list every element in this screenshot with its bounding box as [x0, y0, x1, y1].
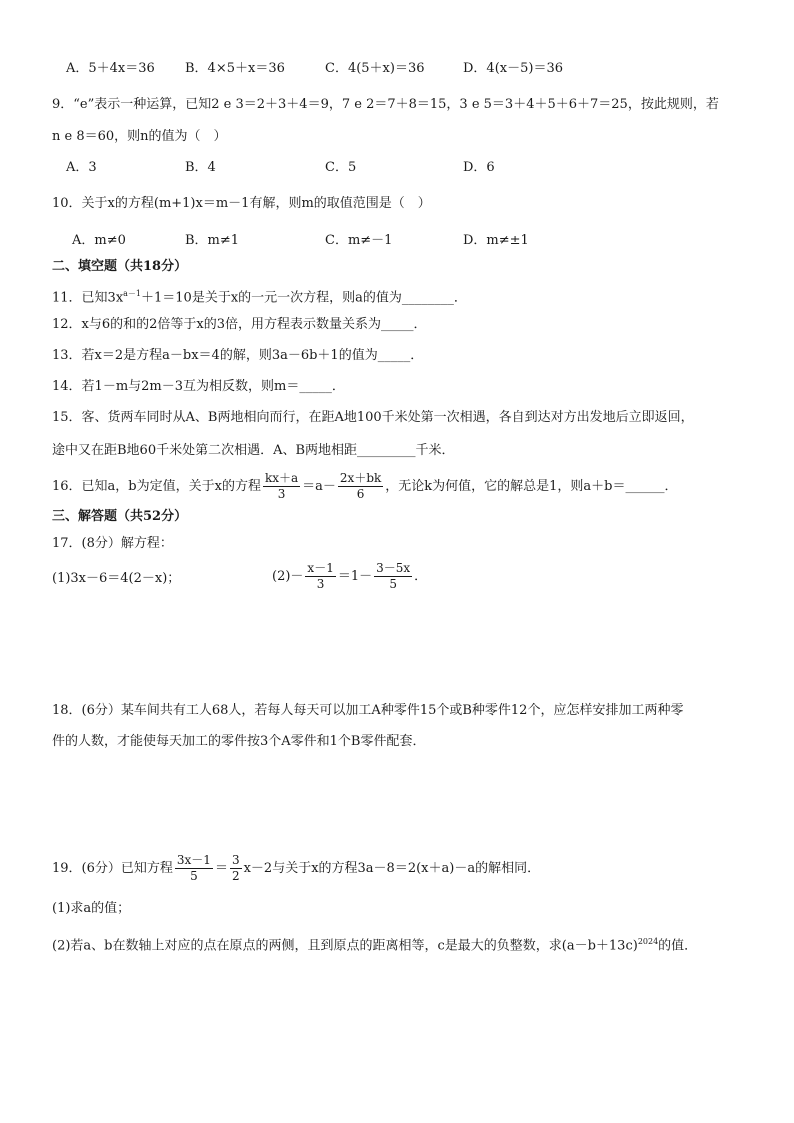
q16-fraction-2-denominator: 6 [356, 487, 365, 501]
q16-fraction-1-denominator: 3 [277, 487, 286, 501]
q10-option-b: B．m≠1 [185, 233, 240, 248]
q18-line1: 18．(6分）某车间共有工人68人，若每人每天可以加工A种零件15个或B种零件12个，应怎样安排加工两种零 [52, 703, 684, 718]
q9-option-b: B．4 [185, 160, 216, 175]
q17-part2-post: ． [414, 569, 428, 584]
q16-fraction-1-numerator: kx＋a [264, 471, 299, 485]
q19-part1: (1)求a的值； [52, 901, 131, 916]
q9-stem-line1: 9．“e”表示一种运算，已知2 e 3＝2＋3＋4＝9，7 e 2＝7＋8＝15，3 e 5＝3＋4＋5＋6＋7＝25，按此规则，若 [52, 97, 719, 112]
q16 [52, 470, 678, 504]
q19-stem [52, 852, 540, 886]
q11-exponent: a－1 [123, 289, 142, 298]
q11 [52, 285, 467, 307]
q19-part2 [52, 933, 697, 955]
section-answer-heading: 三、解答题（共52分） [52, 509, 188, 524]
q16-text-mid: ＝a－ [302, 479, 336, 494]
q16-fraction-2 [338, 471, 383, 502]
q17-part2-pre: (2)－ [272, 569, 304, 584]
q15-line1: 15．客、货两车同时从A、B两地相向而行，在距A地100千米处第一次相遇，各自到达对方出发地后立即返回， [52, 410, 694, 425]
q19-text-post: x－2与关于x的方程3a－8＝2(x＋a)－a的解相同． [243, 861, 541, 876]
q9-option-c: C．5 [325, 160, 357, 175]
q16-text-pre: 16．已知a，b为定值，关于x的方程 [52, 479, 261, 494]
q16-fraction-2-numerator: 2x＋bk [339, 471, 382, 485]
q16-fraction-1 [263, 471, 300, 502]
q8-option-c: C．4(5＋x)＝36 [325, 61, 425, 76]
q10-option-d: D．m≠±1 [463, 233, 529, 248]
q19-fraction-1-denominator: 5 [190, 869, 198, 883]
q19-fraction-1 [175, 853, 213, 884]
q17-fraction-1-denominator: 3 [316, 577, 325, 591]
q17-fraction-2 [374, 561, 412, 592]
q9-stem-line2: n e 8＝60，则n的值为（ ） [52, 129, 227, 144]
q17-fraction-1-numerator: x－1 [307, 561, 334, 575]
q19-fraction-2-denominator: 2 [231, 869, 240, 883]
q18-line2: 件的人数，才能使每天加工的零件按3个A零件和1个B零件配套． [52, 734, 426, 749]
q8-option-d: D．4(x－5)＝36 [463, 61, 563, 76]
q13: 13．若x＝2是方程a－bx＝4的解，则3a－6b＋1的值为_____． [52, 348, 424, 363]
section-fill-in-heading: 二、填空题（共18分） [52, 259, 188, 274]
q19-text-eq: ＝ [214, 861, 228, 876]
q19-text-pre: 19．(6分）已知方程 [52, 861, 173, 876]
q11-text-post: ＋1＝10是关于x的一元一次方程，则a的值为________． [141, 290, 467, 306]
q10-stem: 10．关于x的方程(m+1)x＝m－1有解，则m的取值范围是（ ） [52, 196, 431, 211]
q17-stem: 17．(8分）解方程： [52, 536, 173, 551]
q11-text-pre: 11．已知3x [52, 290, 124, 306]
q16-text-post: ，无论k为何值，它的解总是1，则a＋b＝______． [385, 479, 678, 494]
q12: 12．x与6的和的2倍等于x的3倍，用方程表示数量关系为_____． [52, 317, 427, 332]
q19-part2-pre: (2)若a、b在数轴上对应的点在原点的两侧，且到原点的距离相等，c是最大的负整数，求(a－b＋13c) [52, 938, 638, 954]
q17-part2-mid: ＝1－ [337, 569, 373, 584]
q19-fraction-1-numerator: 3x－1 [176, 853, 211, 867]
q14: 14．若1－m与2m－3互为相反数，则m＝_____． [52, 379, 345, 394]
q9-option-a: A．3 [66, 160, 97, 175]
q10-option-a: A．m≠0 [72, 233, 126, 248]
q19-part2-exponent: 2024 [637, 937, 659, 946]
q17-part2 [272, 560, 427, 594]
q19-part2-post: 的值． [658, 938, 698, 954]
q17-fraction-2-numerator: 3－5x [376, 561, 411, 575]
q19-fraction-2-numerator: 3 [231, 853, 240, 867]
q10-option-c: C．m≠－1 [325, 233, 393, 248]
q9-option-d: D．6 [463, 160, 495, 175]
q17-fraction-1 [305, 561, 335, 592]
q8-option-a: A．5＋4x＝36 [66, 61, 155, 76]
q8-option-b: B．4×5＋x＝36 [185, 61, 285, 76]
q17-fraction-2-denominator: 5 [389, 577, 397, 591]
q19-fraction-2 [230, 853, 242, 884]
q15-line2: 途中又在距B地60千米处第二次相遇．A、B两地相距_________千米． [52, 443, 455, 458]
q17-part1: (1)3x－6＝4(2－x)； [52, 571, 181, 586]
